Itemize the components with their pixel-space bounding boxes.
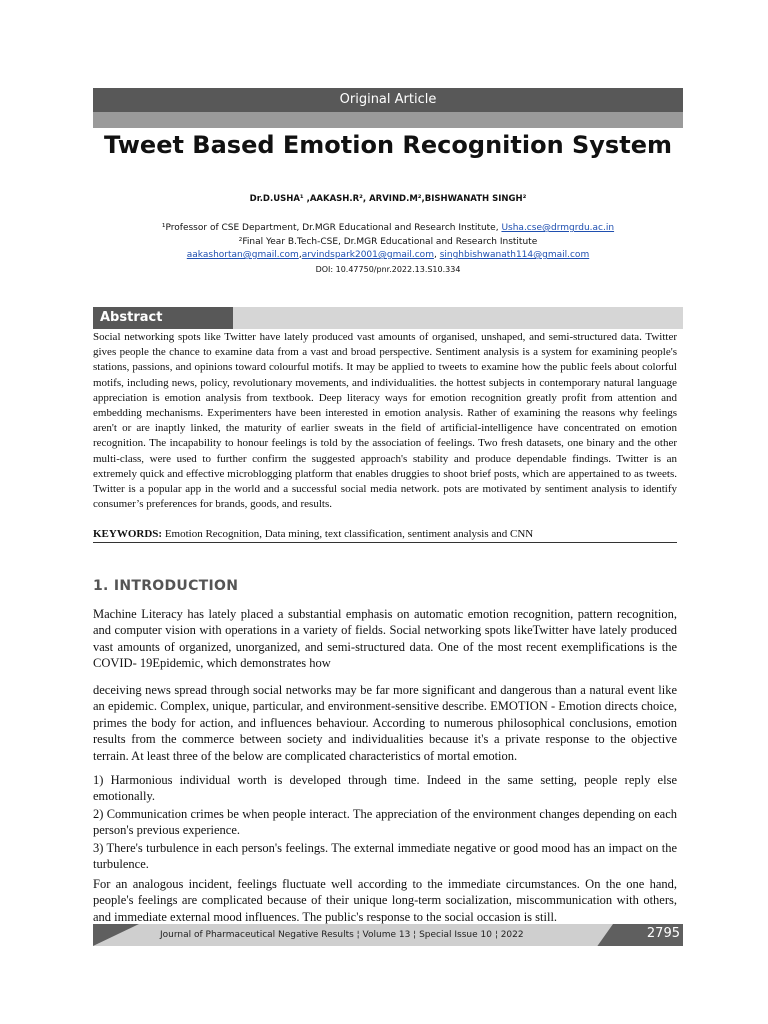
article-type-banner: Original Article bbox=[93, 88, 683, 112]
affiliation-1: ¹Professor of CSE Department, Dr.MGR Educational and Research Institute, Usha.cse@drmgrdu.ac.in bbox=[161, 223, 615, 233]
section-heading-introduction: 1. INTRODUCTION bbox=[93, 578, 239, 594]
abstract-label: Abstract bbox=[93, 307, 233, 329]
intro-paragraph-2: deceiving news spread through social networks may be far more significant and dangerous than a natural event like an epidemic. Complex, unique, particular, and environment-sensitive describe. EMOTION - Emotion directs choice, primes the body for action, and influences behaviour. According to numerous philosophical conclusions, emotion results from the commerce between society and individualities because it's a private response to the objective terrain. At least three of the below are complicated characteristics of mortal emotion. bbox=[93, 683, 677, 763]
keywords bbox=[93, 527, 677, 541]
intro-paragraph-3: For an analogous incident, feelings fluctuate well according to the immediate circumstances. On the one hand, people's feelings are complicated because of their unique long-term socialization, miscommunication with others, and immediate external mood influences. The public's response to the social occasion is still. bbox=[93, 877, 677, 924]
banner-underbar bbox=[93, 112, 683, 128]
affiliation-2: ²Final Year B.Tech-CSE, Dr.MGR Educational and Research Institute bbox=[238, 236, 538, 247]
email-link-usha[interactable]: Usha.cse@drmgrdu.ac.in bbox=[501, 223, 615, 233]
author-emails: aakashortan@gmail.com,arvindspark2001@gmail.com, singhbishwanath114@gmail.com bbox=[186, 250, 590, 260]
abstract-text: Social networking spots like Twitter have lately produced vast amounts of organised, unshaped, and semi-structured data. Twitter gives people the chance to examine data from a vast and broad perspective. Sentiment analysis is a system for examining people's stations, passions, and opinions toward colourful motifs. It may be applied to tweets to examine how the public feels about colorful motifs, including news, policy, revolutionary movements, and individualities. the hottest subjects in contemporary natural language appreciation is emotion analysis from textbook. Deep literacy ways for emotion recognition greatly profit from attention and embedding mechanisms. Experimenters have been interested in emotion analysis. Rather of examining the reasons why feelings aren't or are inaptly linked, the maturity of earlier sweats in the field of artificial-intelligence have concentrated on emotion recognition. The incapability to honour feelings is told by the association of feelings. Two fresh datasets, one binary and the other multi-class, were used to further confirm the suggested approach's stability and produce dependable findings. Twitter is an extremely quick and effective microblogging platform that enables druggies to shoot brief posts, which are appertained to as tweets. Twitter is a popular app in the world and a successful social media network. pots are motivated by sentiment analysis to identify consumer’s preferences for brands, goods, and results. bbox=[93, 331, 677, 511]
keywords-label: KEYWORDS: bbox=[93, 528, 163, 540]
doi: DOI: 10.47750/pnr.2022.13.S10.334 bbox=[315, 264, 461, 274]
intro-list-item-2: 2) Communication crimes be when people interact. The appreciation of the environment changes depending on each person's previous experience. bbox=[93, 807, 677, 838]
keywords-divider bbox=[93, 542, 677, 543]
intro-list-item-1: 1) Harmonious individual worth is developed through time. Indeed in the same setting, people reply else emotionally. bbox=[93, 773, 677, 804]
footer-journal-info: Journal of Pharmaceutical Negative Results ¦ Volume 13 ¦ Special Issue 10 ¦ 2022 bbox=[160, 930, 524, 940]
affiliations bbox=[93, 222, 683, 276]
email-link-aakash[interactable]: aakashortan@gmail.com bbox=[186, 250, 299, 260]
email-link-bishwanath[interactable]: singhbishwanath114@gmail.com bbox=[439, 250, 590, 260]
intro-list-item-3: 3) There's turbulence in each person's feelings. The external immediate negative or good mood has an impact on the turbulence. bbox=[93, 841, 677, 872]
paper-title: Tweet Based Emotion Recognition System bbox=[104, 131, 672, 159]
page-number: 2795 bbox=[646, 926, 680, 941]
author-list: Dr.D.USHA¹ ,AAKASH.R², ARVIND.M²,BISHWANATH SINGH² bbox=[249, 194, 527, 204]
keywords-text: Emotion Recognition, Data mining, text classification, sentiment analysis and CNN bbox=[162, 528, 534, 540]
intro-paragraph-1: Machine Literacy has lately placed a substantial emphasis on automatic emotion recognition, pattern recognition, and computer vision with operations in a variety of fields. Social networking spots likeTwitter have lately produced vast amounts of organized, unorganized, and semi-structured data. One of the most recent exemplifications is the COVID- 19Epidemic, which demonstrates how bbox=[93, 607, 677, 671]
email-link-arvind[interactable]: arvindspark2001@gmail.com bbox=[301, 250, 434, 260]
